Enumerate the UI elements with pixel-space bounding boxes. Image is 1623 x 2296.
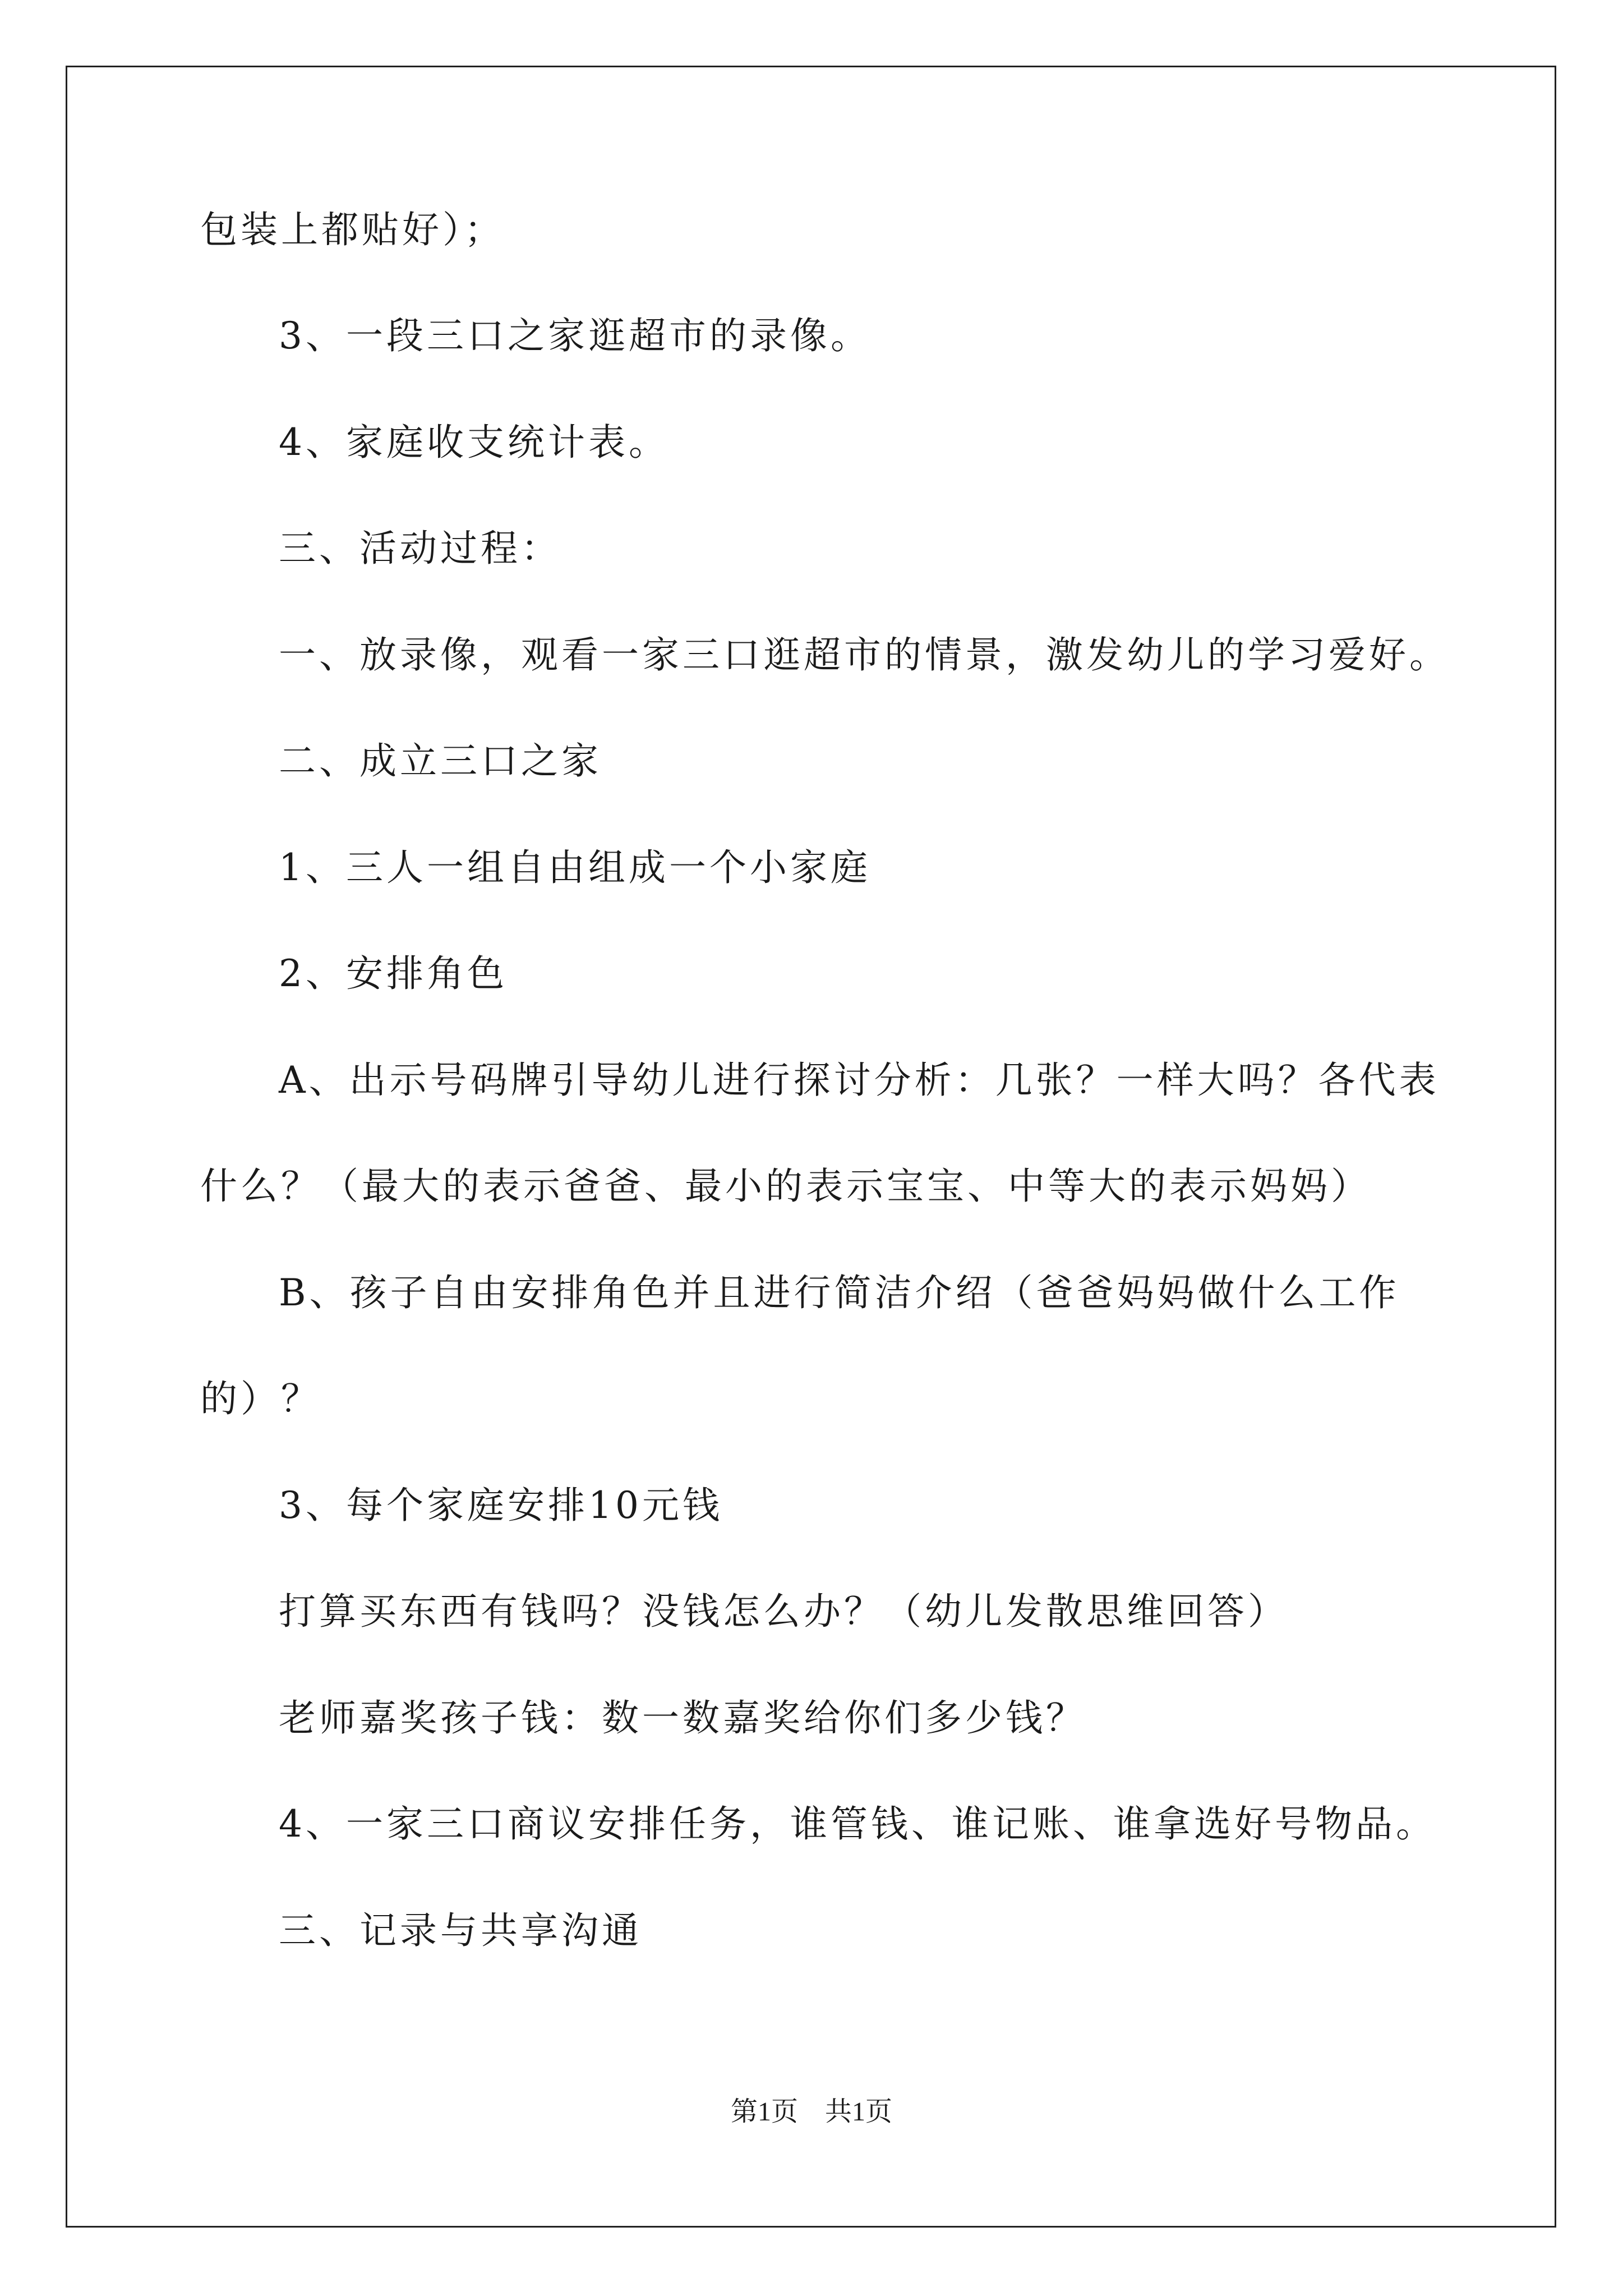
paragraph-line: B、孩子自由安排角色并且进行简洁介绍（爸爸妈妈做什么工作 xyxy=(279,1271,1400,1314)
paragraph-line: 什么？（最大的表示爸爸、最小的表示宝宝、中等大的表示妈妈） xyxy=(200,1165,1371,1208)
paragraph-line: 一、放录像，观看一家三口逛超市的情景，激发幼儿的学习爱好。 xyxy=(279,633,1450,677)
paragraph-line: 3、每个家庭安排10元钱 xyxy=(279,1484,723,1527)
paragraph-line: A、出示号码牌引导幼儿进行探讨分析：几张？一样大吗？各代表 xyxy=(279,1059,1440,1102)
paragraph-line: 4、家庭收支统计表。 xyxy=(279,421,669,464)
paragraph-line: 打算买东西有钱吗？没钱怎么办？（幼儿发散思维回答） xyxy=(279,1590,1288,1633)
paragraph-line: 2、安排角色 xyxy=(279,952,508,995)
paragraph-line: 3、一段三口之家逛超市的录像。 xyxy=(279,314,871,357)
paragraph-line: 4、一家三口商议安排任务，谁管钱、谁记账、谁拿选好号物品。 xyxy=(279,1802,1436,1846)
paragraph-line: 1、三人一组自由组成一个小家庭 xyxy=(279,846,871,889)
paragraph-line: 老师嘉奖孩子钱：数一数嘉奖给你们多少钱？ xyxy=(279,1696,1086,1740)
page-border xyxy=(66,66,1556,2228)
section-heading: 二、成立三口之家 xyxy=(279,739,602,783)
section-heading: 三、记录与共享沟通 xyxy=(279,1909,642,1952)
section-heading: 三、活动过程： xyxy=(279,527,561,570)
paragraph-line: 包装上都贴好）； xyxy=(200,208,505,251)
page-footer: 第1页 共1页 xyxy=(730,2097,892,2127)
paragraph-line: 的）？ xyxy=(200,1377,321,1420)
